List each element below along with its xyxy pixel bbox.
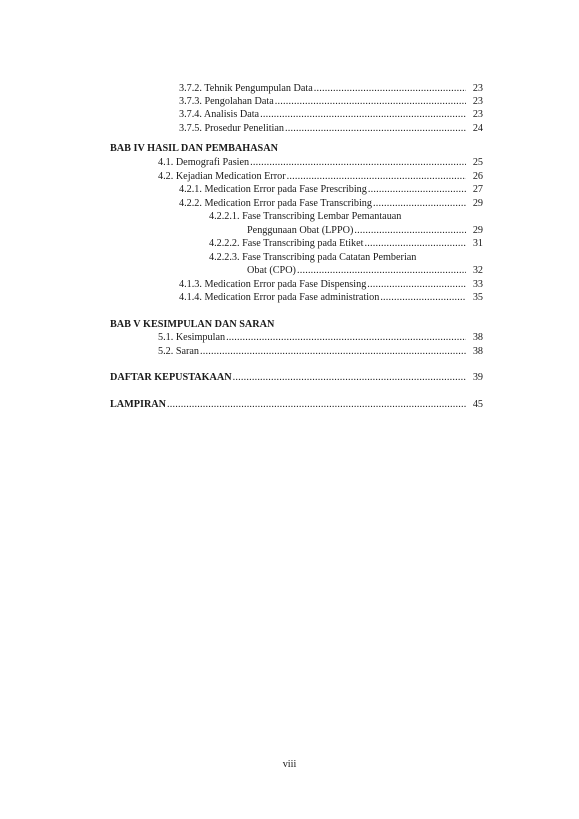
toc-entry-title: DAFTAR KEPUSTAKAAN: [110, 372, 232, 383]
toc-entry-page: 45: [472, 399, 483, 410]
toc-entry-4-2-2: [179, 198, 483, 210]
toc-entry-title: LAMPIRAN: [110, 399, 167, 410]
toc-entry-4-1-3: [179, 279, 483, 291]
toc-entry-title: 5.2. Saran: [158, 346, 200, 357]
toc-entry-page: 29: [472, 198, 483, 209]
toc-entry-4-1-4: [179, 292, 483, 304]
toc-entry-title: 4.1.4. Medication Error pada Fase administration: [179, 292, 380, 303]
toc-entry-page: 23: [472, 96, 483, 107]
toc-entry-page: 35: [472, 292, 483, 303]
toc-entry-title: 4.2.1. Medication Error pada Fase Prescribing: [179, 184, 367, 195]
toc-entry-4-2-2-2: [209, 238, 483, 250]
toc-entry-4-2-2-1-title: 4.2.2.1. Fase Transcribing Lembar Pemantauan: [209, 211, 402, 222]
toc-entry-page: 27: [472, 184, 483, 195]
toc-entry-lampiran: [110, 399, 483, 411]
toc-entry-title: 4.1. Demografi Pasien: [158, 157, 250, 168]
toc-entry-page: 26: [472, 171, 483, 182]
toc-entry-title: 4.2. Kejadian Medication Error: [158, 171, 286, 182]
toc-entry-4-2-2-1-cont: [247, 225, 483, 237]
toc-entry-4-2-1: [179, 184, 483, 196]
toc-entry-page: 39: [472, 372, 483, 383]
toc-entry-5-1: [158, 332, 483, 344]
toc-entry-3-7-3: [179, 96, 483, 108]
toc-entry-page: 32: [472, 265, 483, 276]
toc-entry-title: Obat (CPO): [247, 265, 296, 276]
page-number: viii: [282, 759, 297, 770]
toc-entry-3-7-4: [179, 109, 483, 121]
toc-entry-title: 4.1.3. Medication Error pada Fase Dispensing: [179, 279, 367, 290]
toc-entry-title: 3.7.2. Tehnik Pengumpulan Data: [179, 83, 313, 94]
toc-entry-title: 4.2.2. Medication Error pada Fase Transcribing: [179, 198, 372, 209]
toc-entry-title: 4.2.2.2. Fase Transcribing pada Etiket: [209, 238, 364, 249]
chapter-heading-bab-iv: BAB IV HASIL DAN PEMBAHASAN: [110, 143, 278, 154]
chapter-heading-bab-v: BAB V KESIMPULAN DAN SARAN: [110, 319, 275, 330]
toc-entry-page: 33: [472, 279, 483, 290]
toc-entry-page: 23: [472, 83, 483, 94]
toc-entry-daftar-kepustakaan: [110, 372, 483, 384]
toc-entry-5-2: [158, 346, 483, 358]
toc-entry-page: 24: [472, 123, 483, 134]
toc-entry-4-2-2-3-title: 4.2.2.3. Fase Transcribing pada Catatan Pemberian: [209, 252, 417, 263]
toc-entry-3-7-2: [179, 83, 483, 95]
toc-entry-page: 38: [472, 332, 483, 343]
toc-entry-page: 23: [472, 109, 483, 120]
toc-entry-page: 31: [472, 238, 483, 249]
toc-entry-page: 38: [472, 346, 483, 357]
toc-entry-page: 29: [472, 225, 483, 236]
toc-entry-title: 5.1. Kesimpulan: [158, 332, 226, 343]
toc-entry-4-1: [158, 157, 483, 169]
toc-entry-3-7-5: [179, 123, 483, 135]
toc-entry-title: 3.7.4. Analisis Data: [179, 109, 260, 120]
toc-entry-title: 3.7.3. Pengolahan Data: [179, 96, 274, 107]
toc-entry-4-2-2-3-cont: [247, 265, 483, 277]
toc-entry-title: Penggunaan Obat (LPPO): [247, 225, 354, 236]
toc-entry-page: 25: [472, 157, 483, 168]
toc-entry-4-2: [158, 171, 483, 183]
toc-entry-title: 3.7.5. Prosedur Penelitian: [179, 123, 284, 134]
